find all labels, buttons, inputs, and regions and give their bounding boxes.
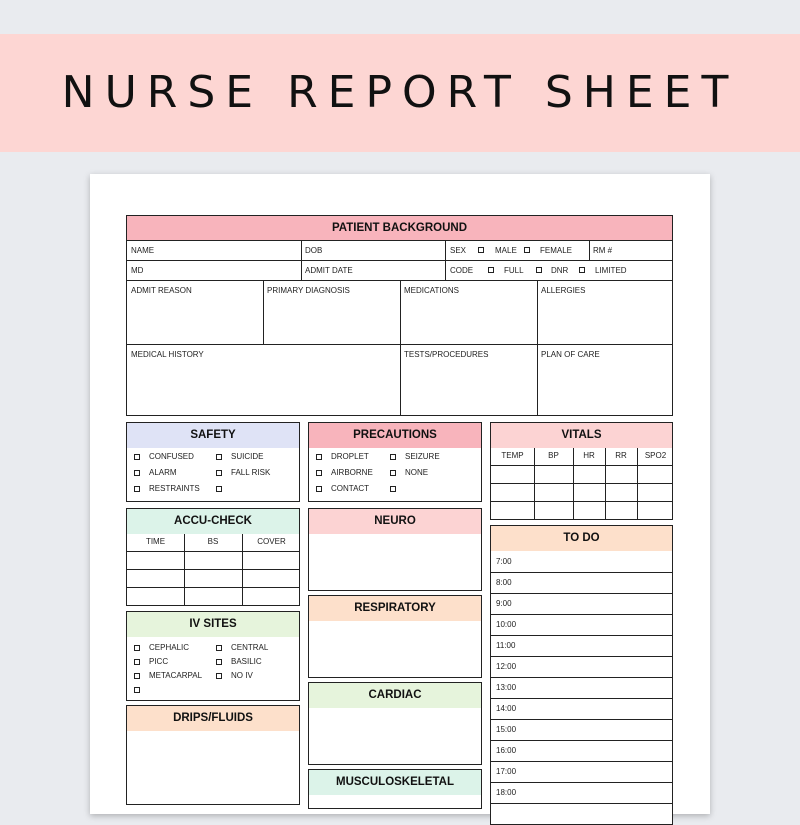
title-banner [0,34,800,152]
accu-col-time: TIME [145,537,166,546]
md-label: MD [131,266,144,275]
drips-fluids-header: DRIPS/FLUIDS [127,706,299,731]
todo-time-0900: 9:00 [496,599,512,608]
name-field[interactable] [157,241,297,259]
todo-time-1200: 12:00 [496,662,517,671]
todo-time-1500: 15:00 [496,725,517,734]
contact-checkbox[interactable] [316,486,322,492]
picc-label: PICC [149,657,169,666]
todo-header: TO DO [491,526,672,551]
admit-date-label: ADMIT DATE [305,266,353,275]
none-checkbox[interactable] [390,470,396,476]
drips-fluids-section [126,705,300,805]
droplet-label: DROPLET [331,452,369,461]
fall-risk-label: FALL RISK [231,468,271,477]
patient-background-section [126,215,673,416]
precautions-other-checkbox[interactable] [390,486,396,492]
none-label: NONE [405,468,429,477]
iv-other-checkbox[interactable] [134,687,140,693]
cardiac-section [308,682,482,765]
room-number-label: RM # [593,246,613,255]
primary-diagnosis-label: PRIMARY DIAGNOSIS [267,286,350,295]
name-label: NAME [131,246,155,255]
airborne-checkbox[interactable] [316,470,322,476]
picc-checkbox[interactable] [134,659,140,665]
precautions-header: PRECAUTIONS [309,423,481,448]
drips-fluids-notes-field[interactable] [128,732,298,802]
musculoskeletal-section [308,769,482,809]
code-label: CODE [450,266,474,275]
sex-label: SEX [450,246,467,255]
dob-label: DOB [305,246,323,255]
room-number-field[interactable] [617,241,671,259]
todo-time-0800: 8:00 [496,578,512,587]
central-checkbox[interactable] [216,645,222,651]
accu-col-bs: BS [207,537,219,546]
musculoskeletal-header: MUSCULOSKELETAL [309,770,481,795]
neuro-header: NEURO [309,509,481,534]
safety-other-checkbox[interactable] [216,486,222,492]
vitals-col-hr: HR [583,451,595,460]
male-option-label: MALE [495,246,517,255]
vitals-col-rr: RR [615,451,627,460]
todo-time-1600: 16:00 [496,746,517,755]
admit-reason-label: ADMIT REASON [131,286,192,295]
tests-procedures-field[interactable] [401,360,536,415]
cardiac-header: CARDIAC [309,683,481,708]
cardiac-notes-field[interactable] [310,709,480,763]
vitals-col-bp: BP [548,451,559,460]
no-iv-checkbox[interactable] [216,673,222,679]
dnr-option-label: DNR [551,266,569,275]
limited-option-label: LIMITED [595,266,627,275]
todo-time-1700: 17:00 [496,767,517,776]
respiratory-notes-field[interactable] [310,622,480,676]
restraints-label: RESTRAINTS [149,484,200,493]
cephalic-label: CEPHALIC [149,643,190,652]
vitals-col-temp: TEMP [501,451,524,460]
plan-of-care-field[interactable] [538,360,672,415]
medications-label: MEDICATIONS [404,286,459,295]
central-label: CENTRAL [231,643,269,652]
todo-time-1800: 18:00 [496,788,517,797]
vitals-col-spo2: SPO2 [644,451,667,460]
confused-checkbox[interactable] [134,454,140,460]
allergies-label: ALLERGIES [541,286,586,295]
contact-label: CONTACT [331,484,370,493]
airborne-label: AIRBORNE [331,468,373,477]
full-code-option-label: FULL [504,266,524,275]
respiratory-header: RESPIRATORY [309,596,481,621]
limited-checkbox[interactable] [579,267,585,273]
report-sheet [90,174,710,814]
accu-check-header: ACCU-CHECK [127,509,299,534]
no-iv-label: NO IV [231,671,253,680]
full-code-checkbox[interactable] [488,267,494,273]
todo-section [490,525,673,825]
dob-field[interactable] [325,241,441,259]
iv-sites-header: IV SITES [127,612,299,637]
cephalic-checkbox[interactable] [134,645,140,651]
accu-check-section [126,508,300,606]
metacarpal-checkbox[interactable] [134,673,140,679]
vitals-section [490,422,673,520]
female-option-label: FEMALE [540,246,573,255]
basilic-label: BASILIC [231,657,262,666]
todo-time-0700: 7:00 [496,557,512,566]
suicide-label: SUICIDE [231,452,264,461]
neuro-section [308,508,482,591]
dnr-checkbox[interactable] [536,267,542,273]
medical-history-field[interactable] [128,360,399,415]
restraints-checkbox[interactable] [134,486,140,492]
precautions-section [308,422,482,502]
medications-field[interactable] [401,296,536,342]
plan-of-care-label: PLAN OF CARE [541,350,600,359]
todo-time-1100: 11:00 [496,641,516,650]
todo-time-1000: 10:00 [496,620,517,629]
droplet-checkbox[interactable] [316,454,322,460]
basilic-checkbox[interactable] [216,659,222,665]
vitals-header: VITALS [491,423,672,448]
safety-section [126,422,300,502]
seizure-checkbox[interactable] [390,454,396,460]
respiratory-section [308,595,482,678]
patient-background-header: PATIENT BACKGROUND [127,216,672,241]
tests-procedures-label: TESTS/PROCEDURES [404,350,489,359]
md-field[interactable] [147,261,297,279]
admit-date-field[interactable] [352,261,442,279]
primary-diagnosis-field[interactable] [264,296,399,342]
neuro-notes-field[interactable] [310,535,480,589]
suicide-checkbox[interactable] [216,454,222,460]
seizure-label: SEIZURE [405,452,440,461]
todo-time-1400: 14:00 [496,704,517,713]
metacarpal-label: METACARPAL [149,671,203,680]
accu-col-cover: COVER [257,537,286,546]
fall-risk-checkbox[interactable] [216,470,222,476]
female-checkbox[interactable] [524,247,530,253]
alarm-label: ALARM [149,468,177,477]
admit-reason-field[interactable] [128,296,262,342]
medical-history-label: MEDICAL HISTORY [131,350,204,359]
page-title: NURSE REPORT SHEET [61,67,739,118]
iv-sites-section [126,611,300,701]
confused-label: CONFUSED [149,452,194,461]
male-checkbox[interactable] [478,247,484,253]
alarm-checkbox[interactable] [134,470,140,476]
safety-header: SAFETY [127,423,299,448]
allergies-field[interactable] [538,296,672,342]
todo-time-1300: 13:00 [496,683,517,692]
